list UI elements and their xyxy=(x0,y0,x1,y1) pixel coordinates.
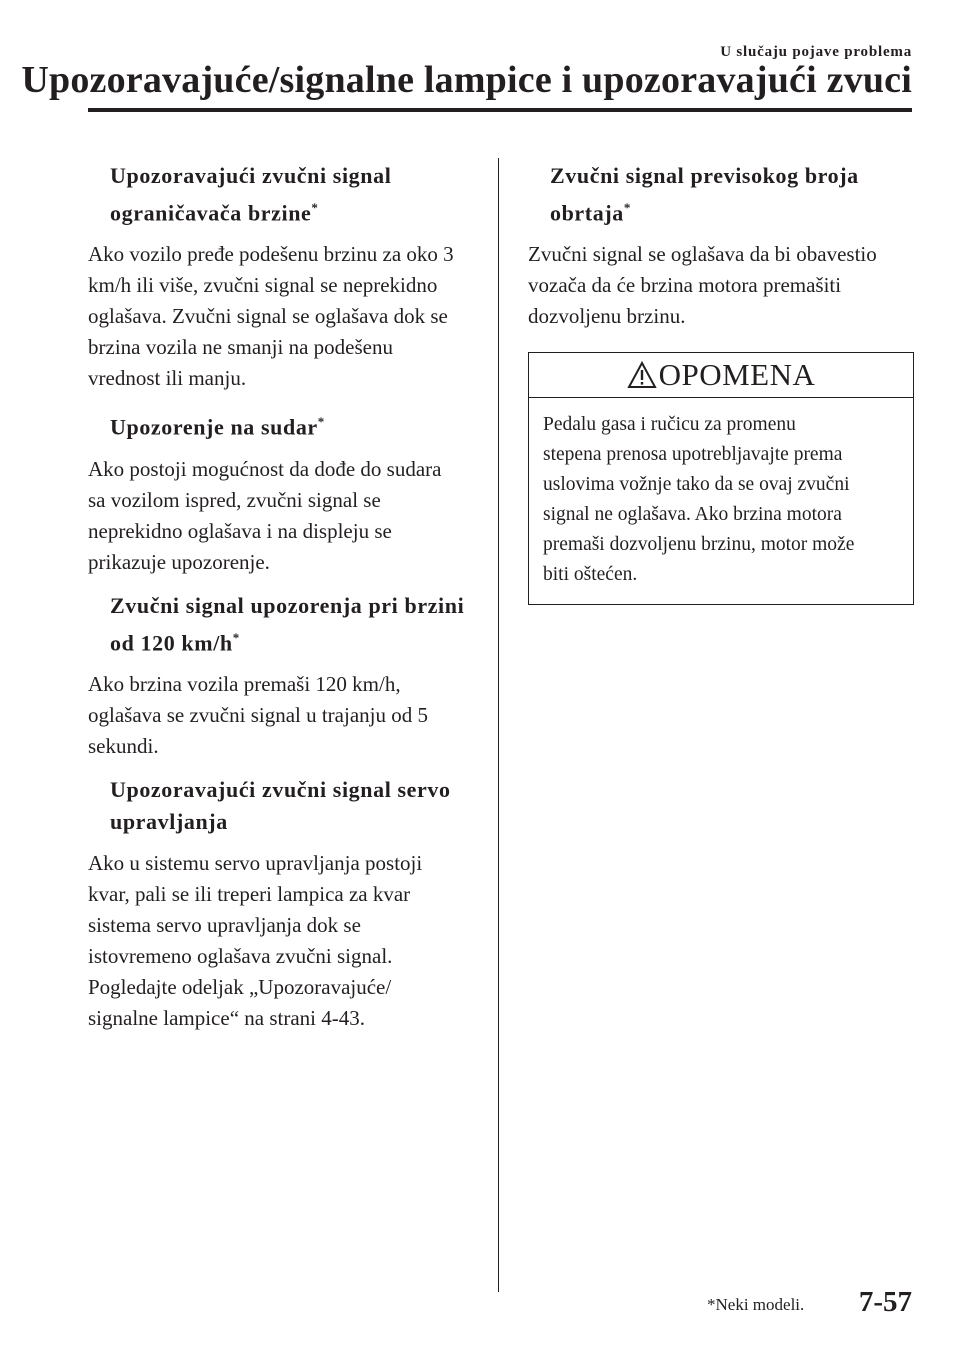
page-title: Upozoravajuće/signalne lampice i upozoravajući zvuci xyxy=(21,59,912,101)
paragraph: Ako vozilo pređe podešenu brzinu za oko 3 km/h ili više, zvučni signal se neprekidno oglašava. Zvučni signal se oglašava dok se brzina vozila ne smanji na podešenu vrednost ili manju. xyxy=(88,242,454,391)
subheading: Upozorenje na sudar* xyxy=(110,414,325,440)
caution-text: Pedalu gasa i ručicu za promenu stepena prenosa upotrebljavajte prema uslovima vožnje tako da se ovaj zvučni signal ne oglašava. Ako brzina motora premaši dozvoljenu brzinu, motor može biti oštećen. xyxy=(543,414,855,586)
subheading: Upozoravajući zvučni signal ograničavača brzine* xyxy=(110,163,392,226)
subheading: Upozoravajući zvučni signal servo upravljanja xyxy=(110,776,451,834)
paragraph: Zvučni signal se oglašava da bi obavestio vozača da će brzina motora premašiti dozvoljenu brzinu. xyxy=(528,242,877,329)
right-column xyxy=(528,160,918,605)
page-number: 7-57 xyxy=(858,1286,912,1318)
caution-box xyxy=(528,352,914,605)
header-section-label: U slučaju pojave problema xyxy=(720,44,912,60)
column-divider xyxy=(498,158,499,1292)
warning-triangle-icon xyxy=(627,361,657,389)
section-overspeed xyxy=(528,160,918,332)
caution-header xyxy=(529,353,913,398)
section-speed-limiter xyxy=(88,160,478,394)
paragraph: Ako brzina vozila premaši 120 km/h, oglašava se zvučni signal u trajanju od 5 sekundi. xyxy=(88,671,428,758)
paragraph: Ako u sistemu servo upravljanja postoji kvar, pali se ili treperi lampica za kvar sistema servo upravljanja dok se istovremeno oglašava zvučni signal. Pogledajte odeljak „Upozoravajuće/ signalne lampice“ na strani 4-43. xyxy=(88,850,423,1030)
paragraph: Ako postoji mogućnost da dođe do sudara sa vozilom ispred, zvučni signal se neprekidno oglašava i na displeju se prikazuje upozorenje. xyxy=(88,456,442,574)
section-power-steering xyxy=(88,774,478,1034)
section-120kmh-warning xyxy=(88,590,478,762)
section-collision-warning xyxy=(88,406,478,577)
subheading: Zvučni signal previsokog broja obrtaja* xyxy=(550,163,859,226)
caution-title: OPOMENA xyxy=(658,357,816,393)
footnote: *Neki modeli. xyxy=(707,1295,805,1314)
header-rule xyxy=(88,108,912,112)
left-column xyxy=(88,160,478,1046)
subheading: Zvučni signal upozorenja pri brzini od 120 km/h* xyxy=(110,592,465,655)
